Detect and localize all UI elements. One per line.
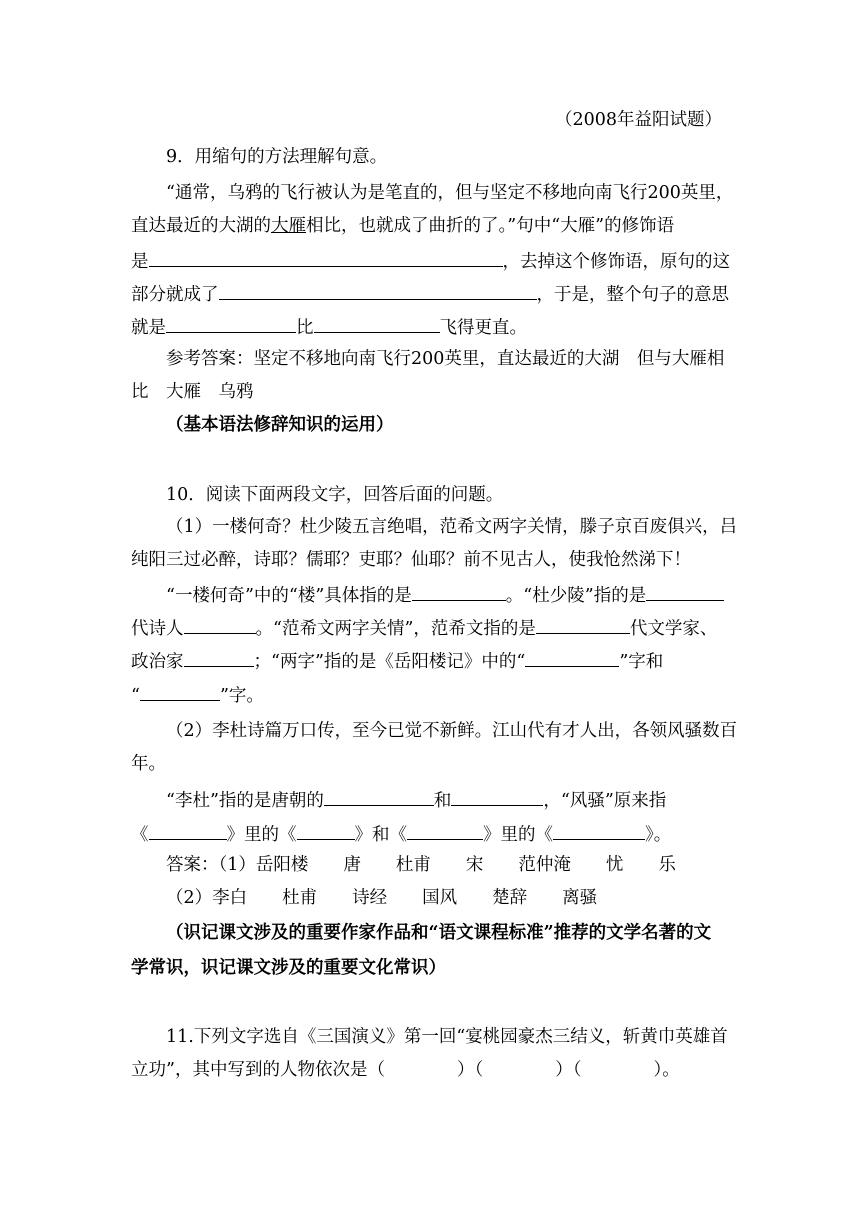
answer-blank[interactable]: [536, 615, 630, 634]
q9-para-line-1: “通常，乌鸦的飞行被认为是笔直的，但与坚定不移地向南飞行200英里，: [166, 183, 734, 203]
q9-skill-tag: （基本语法修辞知识的运用）: [166, 415, 394, 435]
q10-passage-1-line-1: （1）一楼何奇？杜少陵五言绝唱，范希文两字关情，滕子京百废俱兴，吕: [166, 517, 738, 537]
answer-blank[interactable]: [297, 821, 355, 840]
q10-skill-tag-line-2: 学常识，识记课文涉及的重要文化常识）: [131, 958, 446, 978]
answer-blank[interactable]: [525, 648, 619, 667]
q10-title: 10．阅读下面两段文字，回答后面的问题。: [166, 485, 504, 505]
answer-blank[interactable]: [166, 314, 296, 333]
underlined-word: 大雁: [271, 216, 306, 236]
answer-blank[interactable]: [407, 821, 483, 840]
answer-blank[interactable]: [184, 615, 256, 634]
answer-blank[interactable]: [646, 582, 724, 601]
q9-answer-line-1: 参考答案：坚定不移地向南飞行200英里，直达最近的大湖 但与大雁相: [166, 349, 725, 369]
q11-line-2: 立功”，其中写到的人物依次是（ ）（ ）（ ）。: [131, 1060, 680, 1080]
q10-question-line-3: 政治家 ；“两字”指的是《岳阳楼记》中的“ ”字和: [131, 648, 663, 672]
q10-passage-2-line-2: 年。: [131, 754, 166, 774]
answer-blank[interactable]: [553, 821, 645, 840]
answer-blank[interactable]: [140, 682, 220, 701]
q9-answer-line-2: 比 大雁 乌鸦: [131, 382, 254, 402]
q10-question-line-4: “ ”字。: [131, 682, 264, 706]
answer-blank[interactable]: [412, 582, 506, 601]
source-note: （2008年益阳试题）: [554, 110, 722, 130]
q10-passage-1-line-2: 纯阳三过必醉，诗耶？儒耶？吏耶？仙耶？前不见古人，使我怆然涕下！: [131, 550, 691, 570]
q10-question-line-2: 代诗人 。“范希文两字关情”，范希文指的是 代文学家、: [131, 615, 717, 639]
answer-blank[interactable]: [314, 314, 440, 333]
answer-blank[interactable]: [184, 648, 254, 667]
q11-line-1: 11.下列文字选自《三国演义》第一回“宴桃园豪杰三结义，斩黄巾英雄首: [166, 1027, 728, 1047]
answer-blank[interactable]: [219, 281, 537, 300]
q10-answer-line-2: （2）李白 杜甫 诗经 国风 楚辞 离骚: [166, 888, 598, 908]
q9-para-line-5: 就是 比 飞得更直。: [131, 314, 527, 338]
q9-para-line-4: 部分就成了 ，于是，整个句子的意思: [131, 281, 729, 305]
answer-blank[interactable]: [324, 787, 434, 806]
q9-title: 9．用缩句的方法理解句意。: [166, 147, 388, 167]
answer-blank[interactable]: [451, 787, 543, 806]
q10-skill-tag-line-1: （识记课文涉及的重要作家作品和“语文课程标准”推荐的文学名著的文: [166, 923, 712, 943]
answer-blank[interactable]: [149, 821, 227, 840]
answer-blank[interactable]: [149, 248, 503, 267]
q10-answer-line-1: 答案：（1）岳阳楼 唐 杜甫 宋 范仲淹 忧 乐: [166, 855, 676, 875]
q10-question-line-6: 《 》里的《 》和《 》里的《 》。: [131, 821, 671, 845]
q10-question-line-1: “一楼何奇”中的“楼”具体指的是 。“杜少陵”指的是: [166, 582, 724, 606]
q9-para-line-3: 是 ，去掉这个修饰语，原句的这: [131, 248, 730, 272]
q10-question-line-5: “李杜”指的是唐朝的 和 ，“风骚”原来指: [166, 787, 666, 811]
q10-passage-2-line-1: （2）李杜诗篇万口传，至今已觉不新鲜。江山代有才人出，各领风骚数百: [166, 721, 738, 741]
q9-para-line-2: 直达最近的大湖的大雁相比，也就成了曲折的了。”句中“大雁”的修饰语: [131, 216, 675, 236]
